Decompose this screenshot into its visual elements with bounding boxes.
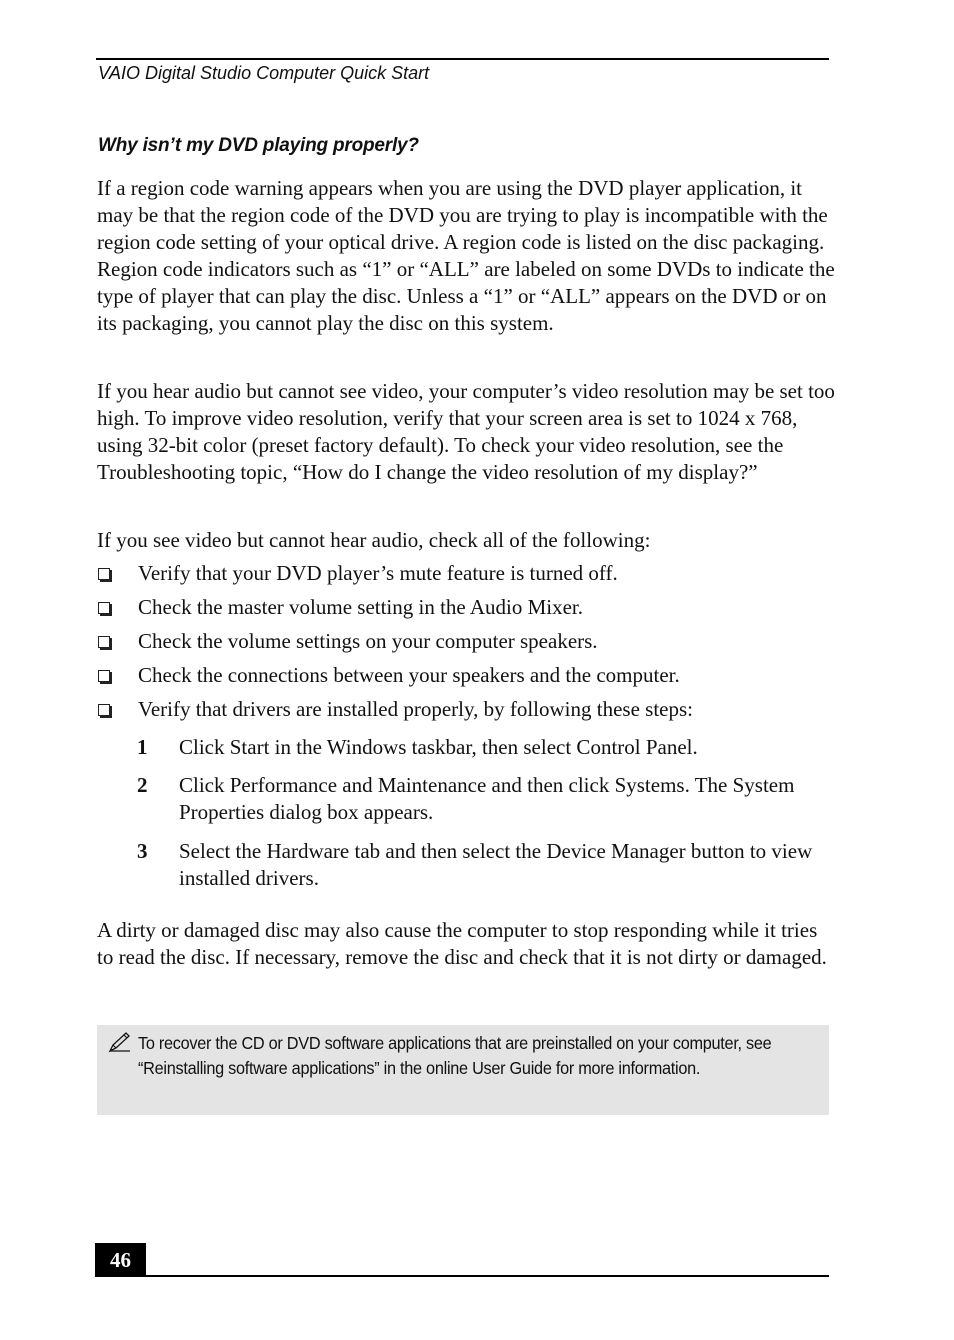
step-number: 2 [137,773,148,797]
list-item-text: Verify that your DVD player’s mute feature is turned off. [138,561,618,585]
page-number: 46 [95,1243,146,1277]
list-item-text: Check the volume settings on your computer speakers. [138,629,598,653]
header-rule [96,58,829,60]
checkbox-bullet-icon [98,568,110,580]
step-number: 1 [137,735,148,759]
step-number: 3 [137,839,148,863]
step-text: Click Start in the Windows taskbar, then select Control Panel. [179,735,698,759]
paragraph-video-resolution: If you hear audio but cannot see video, your computer’s video resolution may be set too high. To improve video resolution, verify that your screen area is set to 1024 x 768, using 32-bit color (preset factory default). To check your video resolution, see the Troubleshooting topic, “How do I change the video resolution of my display?” [97,379,835,484]
list-item-text: Check the connections between your speakers and the computer. [138,663,680,687]
checkbox-bullet-icon [98,602,110,614]
list-item-text: Verify that drivers are installed properly, by following these steps: [138,697,693,721]
step-text: Select the Hardware tab and then select the Device Manager button to view installed drivers. [179,839,813,890]
checkbox-bullet-icon [98,704,110,716]
note-text: To recover the CD or DVD software applications that are preinstalled on your computer, see “Reinstalling software applications” in the online User Guide for more information. [138,1033,772,1078]
paragraph-audio-intro: If you see video but cannot hear audio, check all of the following: [97,528,651,552]
note-box [97,1025,829,1115]
footer-rule [95,1275,829,1277]
running-header: VAIO Digital Studio Computer Quick Start [98,63,430,83]
pencil-note-icon [108,1031,132,1053]
checkbox-bullet-icon [98,670,110,682]
list-item-text: Check the master volume setting in the Audio Mixer. [138,595,584,619]
section-heading: Why isn’t my DVD playing properly? [98,135,419,156]
step-text: Click Performance and Maintenance and then click Systems. The System Properties dialog box appears. [179,773,795,824]
paragraph-region-code: If a region code warning appears when you are using the DVD player application, it may be that the region code of the DVD you are trying to play is incompatible with the region code setting of your optical drive. A region code is listed on the disc packaging. Region code indicators such as “1” or “ALL” are labeled on some DVDs to indicate the type of player that can play the disc. Unless a “1” or “ALL” appears on the DVD or on its packaging, you cannot play the disc on this system. [97,176,835,335]
checkbox-bullet-icon [98,636,110,648]
paragraph-dirty-disc: A dirty or damaged disc may also cause the computer to stop responding while it tries to read the disc. If necessary, remove the disc and check that it is not dirty or damaged. [97,918,827,969]
